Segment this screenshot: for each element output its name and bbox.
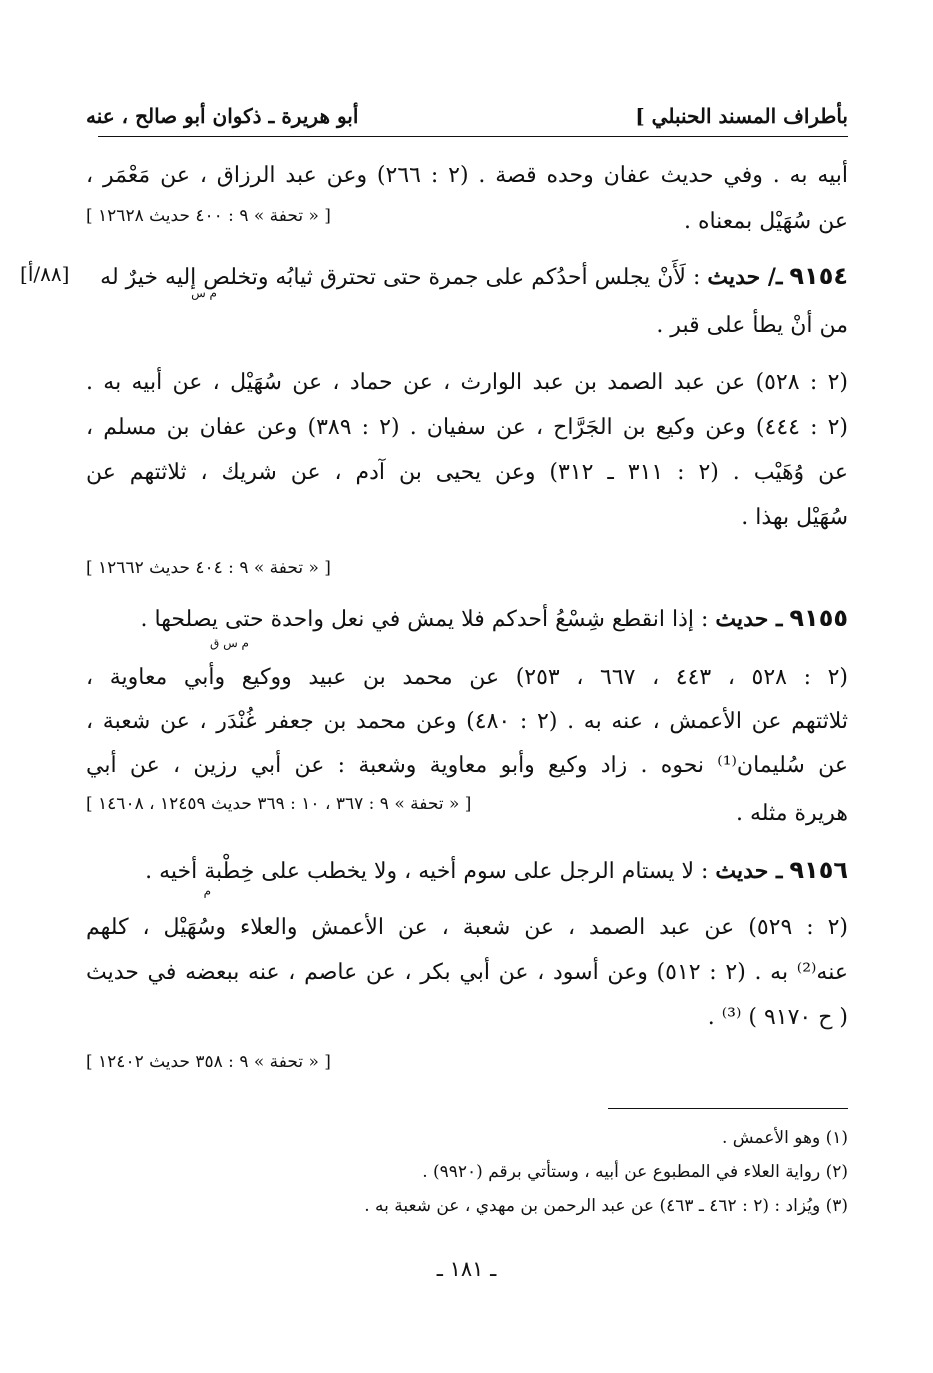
- hadith-keyword: ـ حديث: [715, 606, 783, 632]
- footnote-1: (١) وهو الأعمش .: [721, 1128, 848, 1148]
- hadith-9155-chain-4: [86, 796, 848, 832]
- hadith-9155-sigla: م س ق: [209, 636, 249, 650]
- hadith-keyword: ـ حديث: [715, 858, 783, 884]
- hadith-number: ٩١٥٦: [789, 856, 848, 884]
- hadith-9154-text-line-2: من أنْ يطأ على قبر .: [656, 313, 848, 338]
- header-chapter-title: أبو هريرة ـ ذكوان أبو صالح ، عنه: [86, 104, 359, 128]
- page-number: ـ ١٨١ ـ: [436, 1257, 497, 1281]
- tuhfa-reference: [ « تحفة » ٩ : ٣٥٨ حديث ١٢٤٠٢ ]: [86, 1052, 331, 1072]
- hadith-9154-chain-1: (٢ : ٥٢٨) عن عبد الصمد بن عبد الوارث ، عن حماد ، عن سُهَيْل ، عن أبيه به .: [86, 370, 848, 395]
- running-header: [86, 98, 848, 134]
- hadith-9155-chain-3: عن سُليمان⁽¹⁾ نحوه . زاد وكيع وأبو معاوية وشعبة : عن أبي رزين ، عن أبي: [86, 753, 848, 778]
- hadith-9155-heading: [86, 600, 848, 638]
- tuhfa-reference: [ « تحفة » ٩ : ٤٠٤ حديث ١٢٦٦٢ ]: [86, 558, 331, 578]
- hadith-9156-chain-2: عنه⁽²⁾ به . (٢ : ٥١٢) وعن أسود ، عن أبي بكر ، عن عاصم ، عنه ببعضه في حديث: [86, 960, 848, 985]
- hadith-number: ٩١٥٤: [789, 262, 848, 290]
- hadith-text: : لا يستام الرجل على سوم أخيه ، ولا يخطب على خِطْبة أخيه .: [145, 859, 709, 884]
- hadith-keyword: ـ/ حديث: [707, 264, 783, 290]
- hadith-9155-chain-2: ثلاثتهم عن الأعمش ، عنه به . (٢ : ٤٨٠) وعن محمد بن جعفر غُنْدَر ، عن شعبة ،: [86, 709, 849, 734]
- hadith-9154-chain-3: عن وُهَيْب . (٢ : ٣١١ ـ ٣١٢) وعن يحيى بن آدم ، عن شريك ، ثلاثتهم عن: [86, 460, 848, 485]
- hadith-9156-chain-3: ( ح ٩١٧٠ ) ⁽³⁾ .: [707, 1005, 848, 1030]
- tuhfa-reference: [ « تحفة » ٩ : ٤٠٠ حديث ١٢٦٢٨ ]: [86, 206, 331, 226]
- footnote-3: (٣) ويُزاد : (٢ : ٤٦٢ ـ ٤٦٣) عن عبد الرحمن بن مهدي ، عن شعبة به .: [364, 1196, 848, 1216]
- hadith-9155-chain-1: (٢ : ٥٢٨ ، ٤٤٣ ، ٦٦٧ ، ٢٥٣) عن محمد بن عبيد ووكيع وأبي معاوية ،: [86, 665, 849, 690]
- tuhfa-reference: [ « تحفة » ٩ : ٣٦٧ ، ١٠ : ٣٦٩ حديث ١٢٤٥٩ ، ١٤٦٠٨ ]: [86, 794, 472, 814]
- hadith-text: : إذا انقطع شِسْعُ أحدكم فلا يمش في نعل واحدة حتى يصلحها .: [140, 607, 709, 632]
- continuation-text: عن سُهَيْل بمعناه .: [683, 209, 848, 234]
- hadith-9154-sigla: م س: [191, 286, 217, 300]
- header-book-title: بأطراف المسند الحنبلي ]: [635, 104, 848, 128]
- hadith-9154-chain-4: سُهَيْل بهذا .: [741, 505, 848, 530]
- header-rule: [98, 136, 848, 137]
- manuscript-folio-note: [٨٨/أ]: [20, 262, 70, 286]
- chain-text: هريرة مثله .: [735, 801, 848, 826]
- hadith-number: ٩١٥٥: [789, 604, 848, 632]
- continuation-line-2: [86, 204, 848, 240]
- hadith-9156-heading: [86, 852, 848, 890]
- footnote-rule: [608, 1108, 848, 1109]
- continuation-line-1: أبيه به . وفي حديث عفان وحده قصة . (٢ : ٢٦٦) وعن عبد الرزاق ، عن مَعْمَر ،: [86, 163, 848, 188]
- hadith-text: : لَأَنْ يجلس أحدُكم على جمرة حتى تحترق ثيابُه وتخلص إليه خيرٌ له: [100, 265, 701, 290]
- hadith-9156-chain-1: (٢ : ٥٢٩) عن عبد الصمد ، عن شعبة ، عن الأعمش والعلاء وسُهَيْل ، كلهم: [86, 915, 848, 940]
- hadith-9154-chain-2: (٢ : ٤٤٤) وعن وكيع بن الجَرَّاح ، عن سفيان . (٢ : ٣٨٩) وعن عفان بن مسلم ،: [86, 415, 849, 440]
- hadith-9156-sigla: م: [203, 884, 211, 898]
- footnote-2: (٢) رواية العلاء في المطبوع عن أبيه ، وستأتي برقم (٩٩٢٠) .: [422, 1162, 848, 1182]
